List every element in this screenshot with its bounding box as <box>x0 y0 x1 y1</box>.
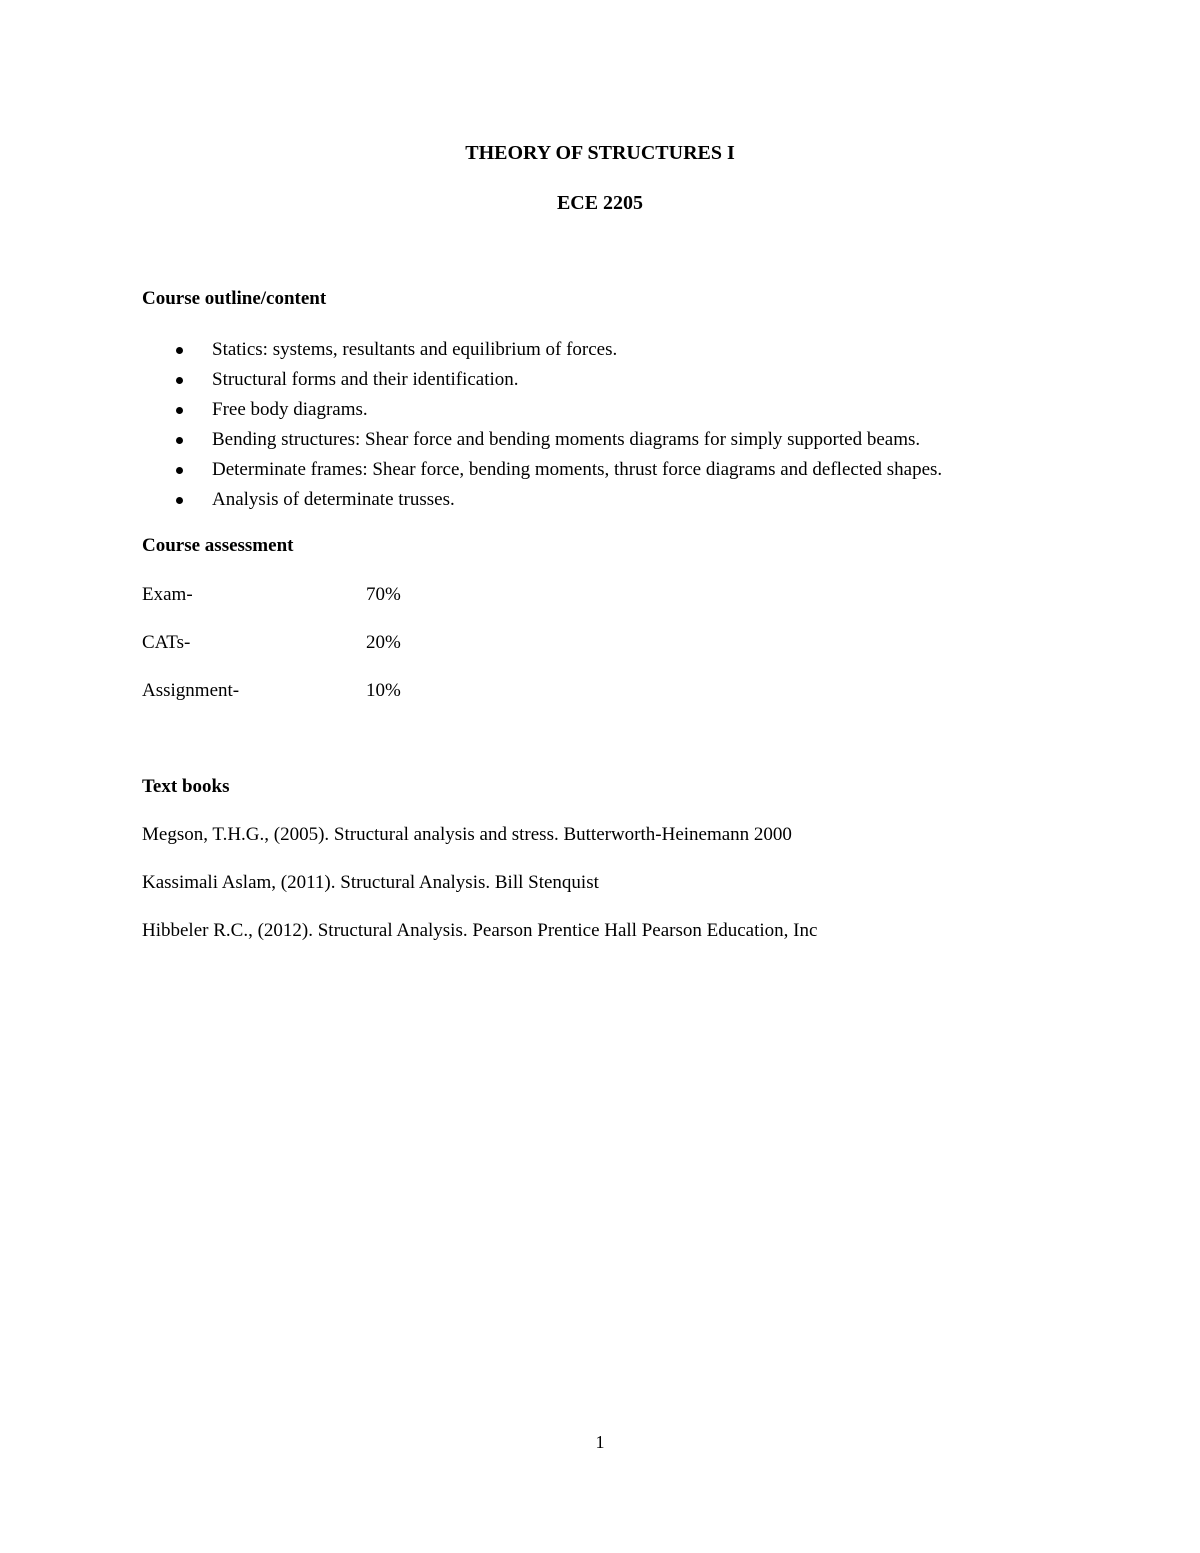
page-number: 1 <box>595 1432 605 1452</box>
list-item-text: Free body diagrams. <box>212 399 368 420</box>
list-item <box>142 458 1142 488</box>
bullet-icon <box>176 407 183 414</box>
list-item <box>142 338 1142 368</box>
textbooks-heading: Text books <box>142 776 230 797</box>
outline-heading: Course outline/content <box>142 288 327 309</box>
list-item <box>142 488 1142 518</box>
list-item-text: Determinate frames: Shear force, bending moments, thrust force diagrams and deflected shapes. <box>212 459 943 480</box>
bullet-icon <box>176 497 183 504</box>
course-code: ECE 2205 <box>556 192 644 214</box>
list-item-text: Bending structures: Shear force and bending moments diagrams for simply supported beams. <box>212 429 921 450</box>
textbook-reference: Kassimali Aslam, (2011). Structural Analysis. Bill Stenquist <box>142 872 599 893</box>
bullet-icon <box>176 377 183 384</box>
assessment-label: Assignment- <box>142 680 240 701</box>
list-item-text: Analysis of determinate trusses. <box>212 489 455 510</box>
list-item <box>142 368 1142 398</box>
textbook-reference: Hibbeler R.C., (2012). Structural Analysis. Pearson Prentice Hall Pearson Education, Inc <box>142 920 818 941</box>
list-item-text: Structural forms and their identification. <box>212 369 519 390</box>
assessment-label: Exam- <box>142 584 193 605</box>
list-item <box>142 428 1142 458</box>
assessment-value: 20% <box>366 632 401 653</box>
assessment-row-exam <box>142 584 542 608</box>
list-item <box>142 398 1142 428</box>
assessment-label: CATs- <box>142 632 191 653</box>
assessment-value: 10% <box>366 680 401 701</box>
outline-list <box>142 338 1142 518</box>
bullet-icon <box>176 467 183 474</box>
assessment-value: 70% <box>366 584 401 605</box>
assessment-heading: Course assessment <box>142 535 294 556</box>
document-title: THEORY OF STRUCTURES I <box>465 142 735 164</box>
assessment-row-cats <box>142 632 542 656</box>
list-item-text: Statics: systems, resultants and equilibrium of forces. <box>212 339 618 360</box>
bullet-icon <box>176 347 183 354</box>
assessment-row-assignment <box>142 680 542 704</box>
textbook-reference: Megson, T.H.G., (2005). Structural analysis and stress. Butterworth-Heinemann 2000 <box>142 824 792 845</box>
bullet-icon <box>176 437 183 444</box>
